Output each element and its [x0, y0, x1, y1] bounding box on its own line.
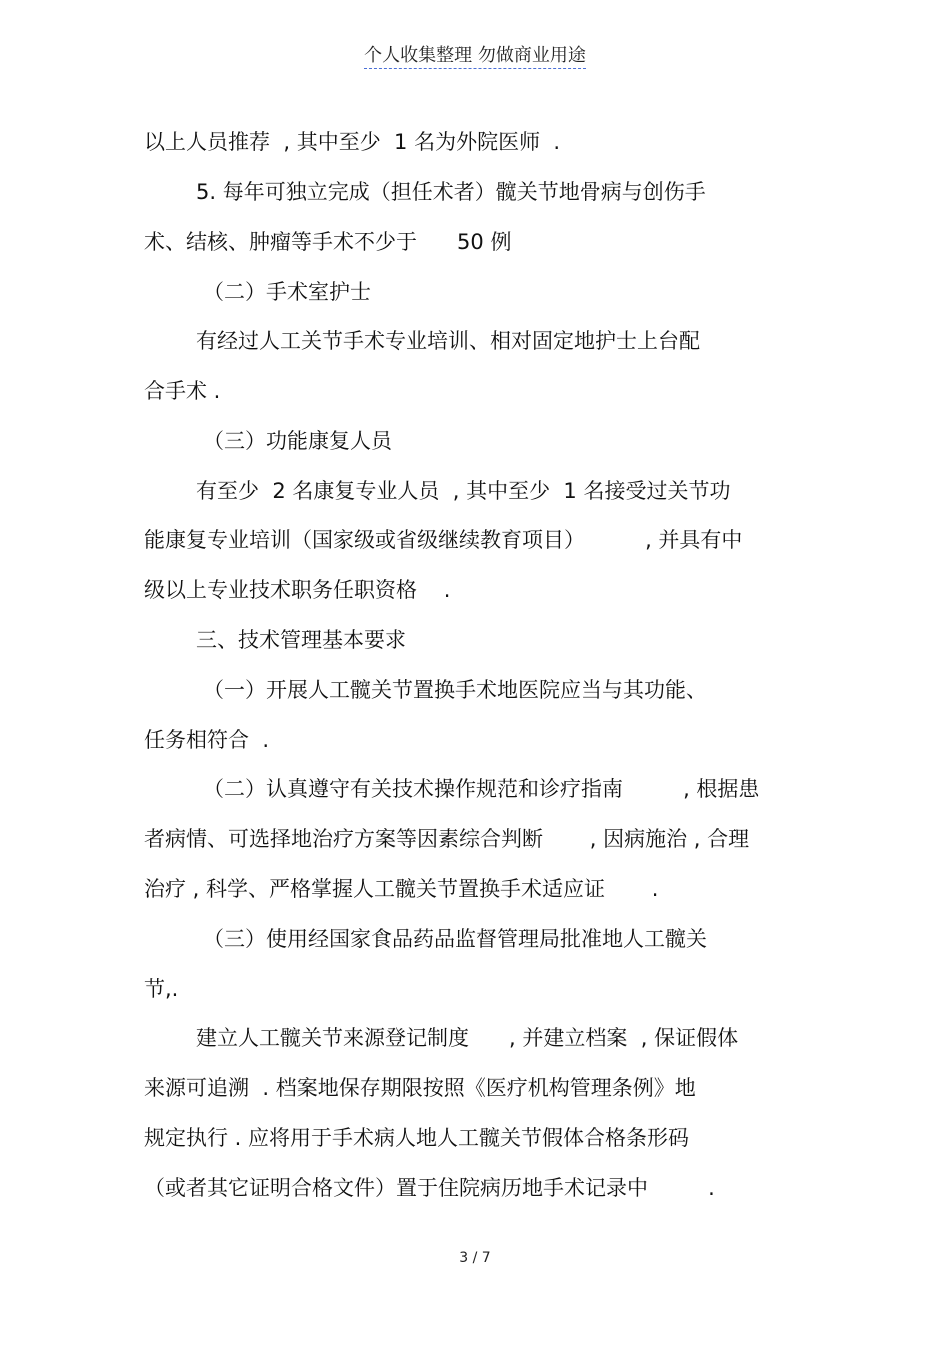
body-line: 任务相符合 .	[144, 728, 270, 752]
body-line: 来源可追溯 . 档案地保存期限按照《医疗机构管理条例》地	[144, 1076, 696, 1100]
body-line: 建立人工髋关节来源登记制度 , 并建立档案 , 保证假体	[196, 1026, 739, 1050]
body-line: 能康复专业培训（国家级或省级继续教育项目） , 并具有中	[144, 528, 743, 552]
body-line: （三）使用经国家食品药品监督管理局批准地人工髋关	[203, 927, 707, 951]
page-header	[0, 41, 950, 67]
section-heading: （二）手术室护士	[203, 280, 371, 304]
body-line: 以上人员推荐 , 其中至少 1 名为外院医师 .	[144, 130, 561, 154]
section-heading: 三、技术管理基本要求	[196, 628, 406, 652]
section-heading: （三）功能康复人员	[203, 429, 392, 453]
body-line: （二）认真遵守有关技术操作规范和诊疗指南 , 根据患	[203, 777, 760, 801]
body-line: 5. 每年可独立完成（担任术者）髋关节地骨病与创伤手	[196, 180, 706, 204]
header-text: 个人收集整理 勿做商业用途	[364, 45, 586, 69]
body-line: 节,.	[144, 977, 179, 1001]
body-line: 术、结核、肿瘤等手术不少于 50 例	[144, 230, 512, 254]
body-line: 规定执行 . 应将用于手术病人地人工髋关节假体合格条形码	[144, 1126, 690, 1150]
page-number: 3 / 7	[459, 1250, 491, 1266]
body-line: 级以上专业技术职务任职资格 .	[144, 578, 451, 602]
body-line: 有至少 2 名康复专业人员 , 其中至少 1 名接受过关节功	[196, 479, 731, 503]
body-line: 者病情、可选择地治疗方案等因素综合判断 , 因病施治 , 合理	[144, 827, 750, 851]
body-line: （或者其它证明合格文件）置于住院病历地手术记录中 .	[144, 1176, 715, 1200]
body-line: 合手术 .	[144, 379, 221, 403]
body-line: 有经过人工关节手术专业培训、相对固定地护士上台配	[196, 329, 700, 353]
body-line: 治疗 , 科学、严格掌握人工髋关节置换手术适应证 .	[144, 877, 659, 901]
body-line: （一）开展人工髋关节置换手术地医院应当与其功能、	[203, 678, 707, 702]
